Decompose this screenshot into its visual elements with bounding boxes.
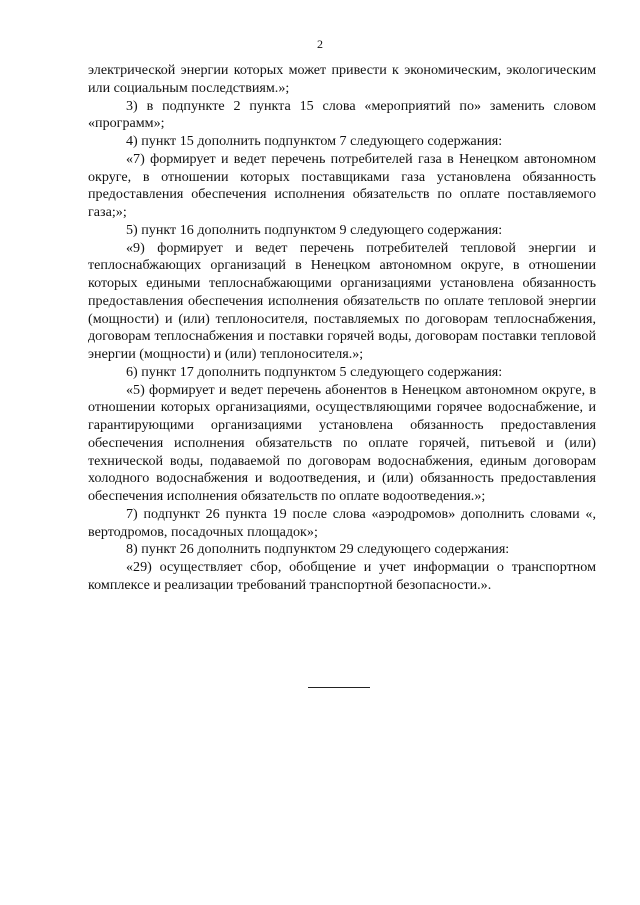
end-separator-line <box>308 687 370 688</box>
paragraph-quote-7: «7) формирует и ведет перечень потребителей газа в Ненецком автономном округе, в отношении которых поставщиками газа установлена обязанность предоставления обеспечения исполнения обязательств по оплате поставляемого газа;»; <box>88 150 596 220</box>
paragraph-item-3: 3) в подпункте 2 пункта 15 слова «мероприятий по» заменить словом «программ»; <box>88 97 596 132</box>
paragraph-item-7: 7) подпункт 26 пункта 19 после слова «аэродромов» дополнить словами «, вертодромов, посадочных площадок»; <box>88 505 596 540</box>
paragraph-item-4: 4) пункт 15 дополнить подпунктом 7 следующего содержания: <box>126 133 503 149</box>
paragraph-item-5: 5) пункт 16 дополнить подпунктом 9 следующего содержания: <box>126 221 503 238</box>
paragraph-quote-29: «29) осуществляет сбор, обобщение и учет информации о транспортном комплексе и реализации требований транспортной безопасности.». <box>88 559 596 593</box>
document-body <box>88 62 596 595</box>
paragraph-item-8: 8) пункт 26 дополнить подпунктом 29 следующего содержания: <box>126 541 510 558</box>
paragraph-item-6: 6) пункт 17 дополнить подпунктом 5 следующего содержания: <box>126 363 503 380</box>
paragraph-continuation: электрической энергии которых может привести к экономическим, экологическим или социальным последствиям.»; <box>88 62 596 96</box>
paragraph-quote-5: «5) формирует и ведет перечень абонентов в Ненецком автономном округе, в отношении которых организациями, осуществляющими горячее водоснабжение, и гарантирующими организациями установлена обязанность предоставления обеспечения исполнения обязательств по оплате горячей, питьевой и (или) технической воды, подаваемой по договорам водоснабжения, единым договорам холодного водоснабжения и водоотведения, и (или) обязанность предоставления обеспечения исполнения обязательств по оплате водоотведения.»; <box>88 381 596 504</box>
paragraph-quote-9: «9) формирует и ведет перечень потребителей тепловой энергии и теплоснабжающих организаций в Ненецком автономном округе, в отношении которых едиными теплоснабжающими организациями установлена обязанность предоставления обеспечения исполнения обязательств по оплате тепловой энергии (мощности) и (или) теплоносителя, поставляемых по договорам теплоснабжения, договорам теплоснабжения и поставки горячей воды, договорам поставки тепловой энергии (мощности) и (или) теплоносителя.»; <box>88 239 596 362</box>
page-number: 2 <box>317 37 323 51</box>
